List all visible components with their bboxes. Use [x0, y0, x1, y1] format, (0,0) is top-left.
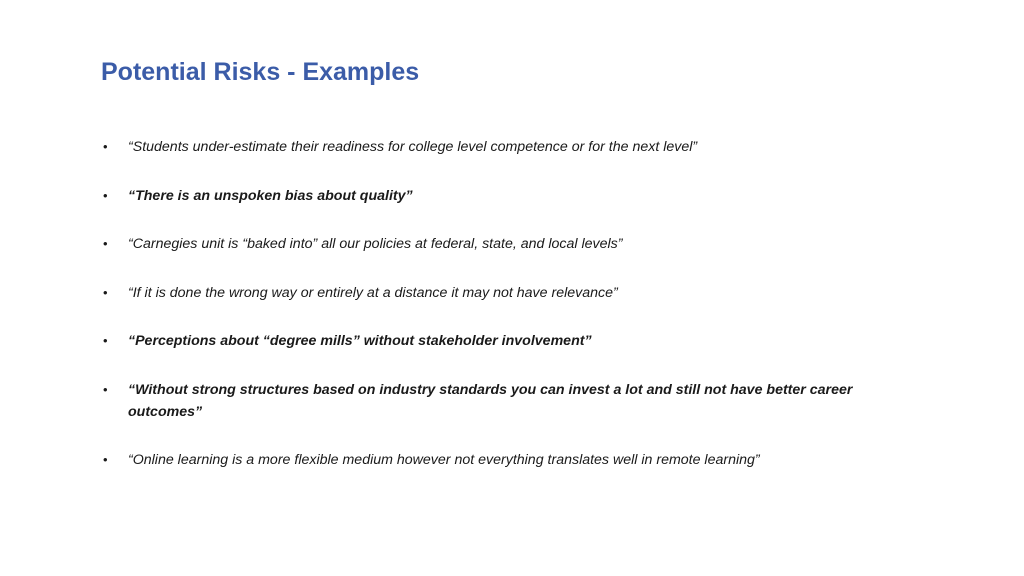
bullet-item-5: [101, 330, 881, 352]
bullet-text: “There is an unspoken bias about quality”: [128, 187, 413, 204]
bullet-dot: •: [103, 381, 108, 397]
bullet-text: “If it is done the wrong way or entirely at a distance it may not have relevance”: [128, 284, 618, 301]
bullet-text: “Carnegies unit is “baked into” all our policies at federal, state, and local levels”: [128, 236, 623, 252]
bullet-item-2: [101, 185, 881, 207]
bullet-item-4: [101, 282, 881, 304]
bullet-item-7: [101, 449, 881, 471]
bullet-dot: •: [103, 236, 108, 251]
bullet-dot: •: [103, 284, 108, 300]
bullet-item-3: [101, 233, 881, 255]
bullet-text: “Perceptions about “degree mills” without stakeholder involvement”: [128, 333, 592, 349]
bullet-list: [101, 136, 881, 498]
bullet-item-1: [101, 136, 881, 158]
slide-title: Potential Risks - Examples: [101, 58, 420, 86]
bullet-dot: •: [103, 139, 108, 154]
bullet-item-6: [101, 379, 881, 423]
bullet-dot: •: [103, 187, 108, 203]
bullet-dot: •: [103, 452, 108, 467]
bullet-text: “Online learning is a more flexible medium however not everything translates well in remote learning”: [128, 452, 760, 468]
bullet-dot: •: [103, 333, 108, 348]
bullet-text: “Without strong structures based on industry standards you can invest a lot and still not have better career outcomes”: [128, 381, 853, 420]
bullet-text: “Students under-estimate their readiness for college level competence or for the next level”: [128, 139, 698, 155]
